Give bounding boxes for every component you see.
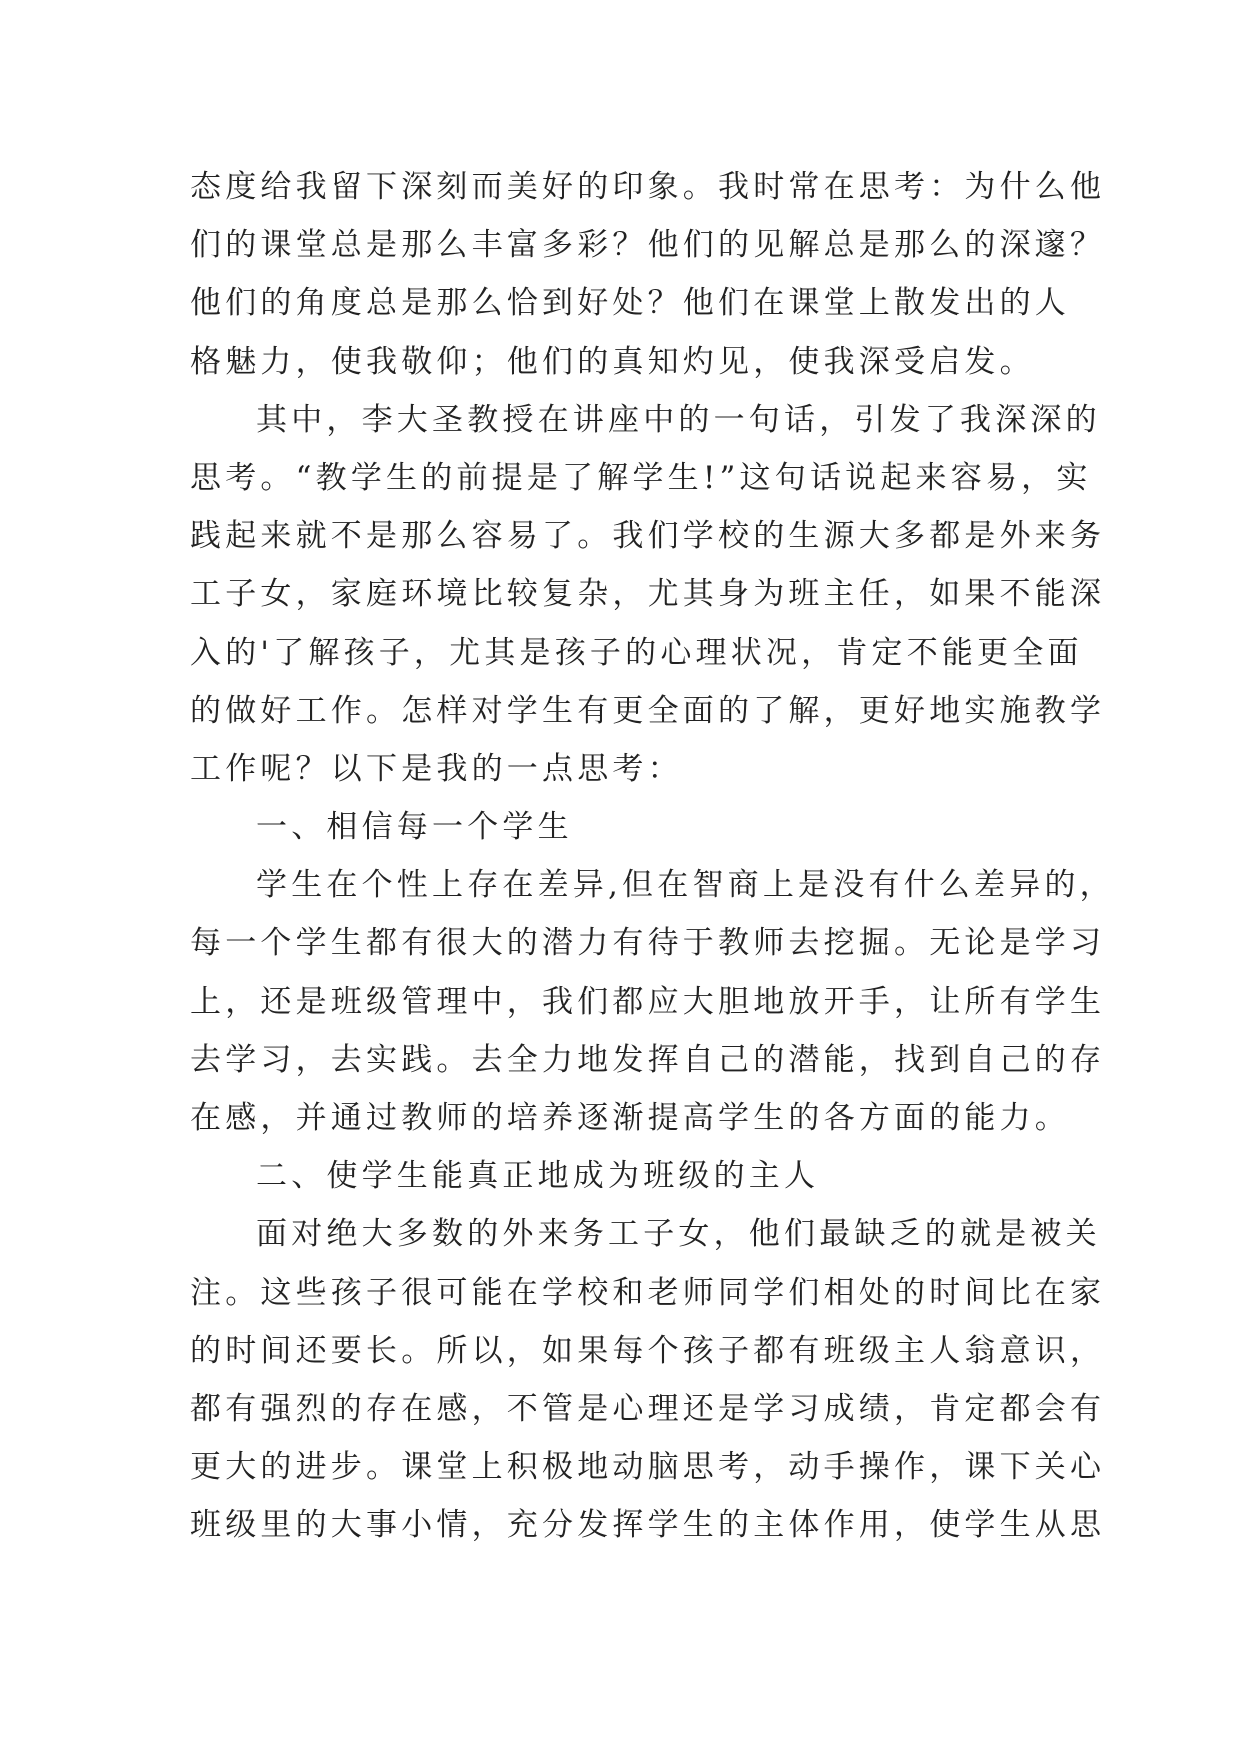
text-line: 入的'了解孩子，尤其是孩子的心理状况，肯定不能更全面 [190,634,1083,671]
section-heading [190,1147,1050,1205]
text-line: 格魅力，使我敬仰；他们的真知灼见，使我深受启发。 [190,343,1035,380]
text-line: 在感，并通过教师的培养逐渐提高学生的各方面的能力。 [190,1100,1070,1136]
text-line: 班级里的大事小情，充分发挥学生的主体作用，使学生从思 [190,1507,1106,1544]
text-line: 都有强烈的存在感，不管是心理还是学习成绩，肯定都会有 [190,1390,1106,1427]
section-heading [190,798,1050,856]
text-line: 上，还是班级管理中，我们都应大胆地放开手，让所有学生 [190,983,1106,1020]
text-line: 的做好工作。怎样对学生有更全面的了解，更好地实施教学 [190,692,1106,729]
text-line: 每一个学生都有很大的潜力有待于教师去挖掘。无论是学习 [190,925,1106,962]
heading-line: 二、使学生能真正地成为班级的主人 [256,1158,820,1195]
text-line: 工作呢？以下是我的一点思考： [190,750,683,787]
text-line: 践起来就不是那么容易了。我们学校的生源大多都是外来务 [190,518,1106,555]
text-line: 面对绝大多数的外来务工子女，他们最缺乏的就是被关 [256,1216,1101,1253]
text-line: 工子女，家庭环境比较复杂，尤其身为班主任，如果不能深 [190,576,1106,613]
text-line: 思考。“教学生的前提是了解学生!”这句话说起来容易，实 [190,459,1092,496]
text-line: 学生在个性上存在差异,但在智商上是没有什么差异的， [256,867,1115,904]
text-line: 更大的进步。课堂上积极地动脑思考，动手操作，课下关心 [190,1449,1106,1486]
paragraph [190,158,1106,391]
text-line: 他们的角度总是那么恰到好处？他们在课堂上散发出的人 [190,285,1070,322]
paragraph [190,1205,1106,1554]
paragraph [190,856,1115,1147]
document-body [190,158,1115,1555]
text-line: 注。这些孩子很可能在学校和老师同学们相处的时间比在家 [190,1274,1106,1311]
text-line: 的时间还要长。所以，如果每个孩子都有班级主人翁意识， [190,1332,1106,1369]
paragraph [190,391,1106,798]
text-line: 其中，李大圣教授在讲座中的一句话，引发了我深深的 [256,401,1101,438]
heading-line: 一、相信每一个学生 [256,809,573,846]
text-line: 态度给我留下深刻而美好的印象。我时常在思考：为什么他 [190,169,1106,205]
text-line: 去学习，去实践。去全力地发挥自己的潜能，找到自己的存 [190,1041,1106,1078]
text-line: 们的课堂总是那么丰富多彩？他们的见解总是那么的深邃？ [190,227,1106,264]
